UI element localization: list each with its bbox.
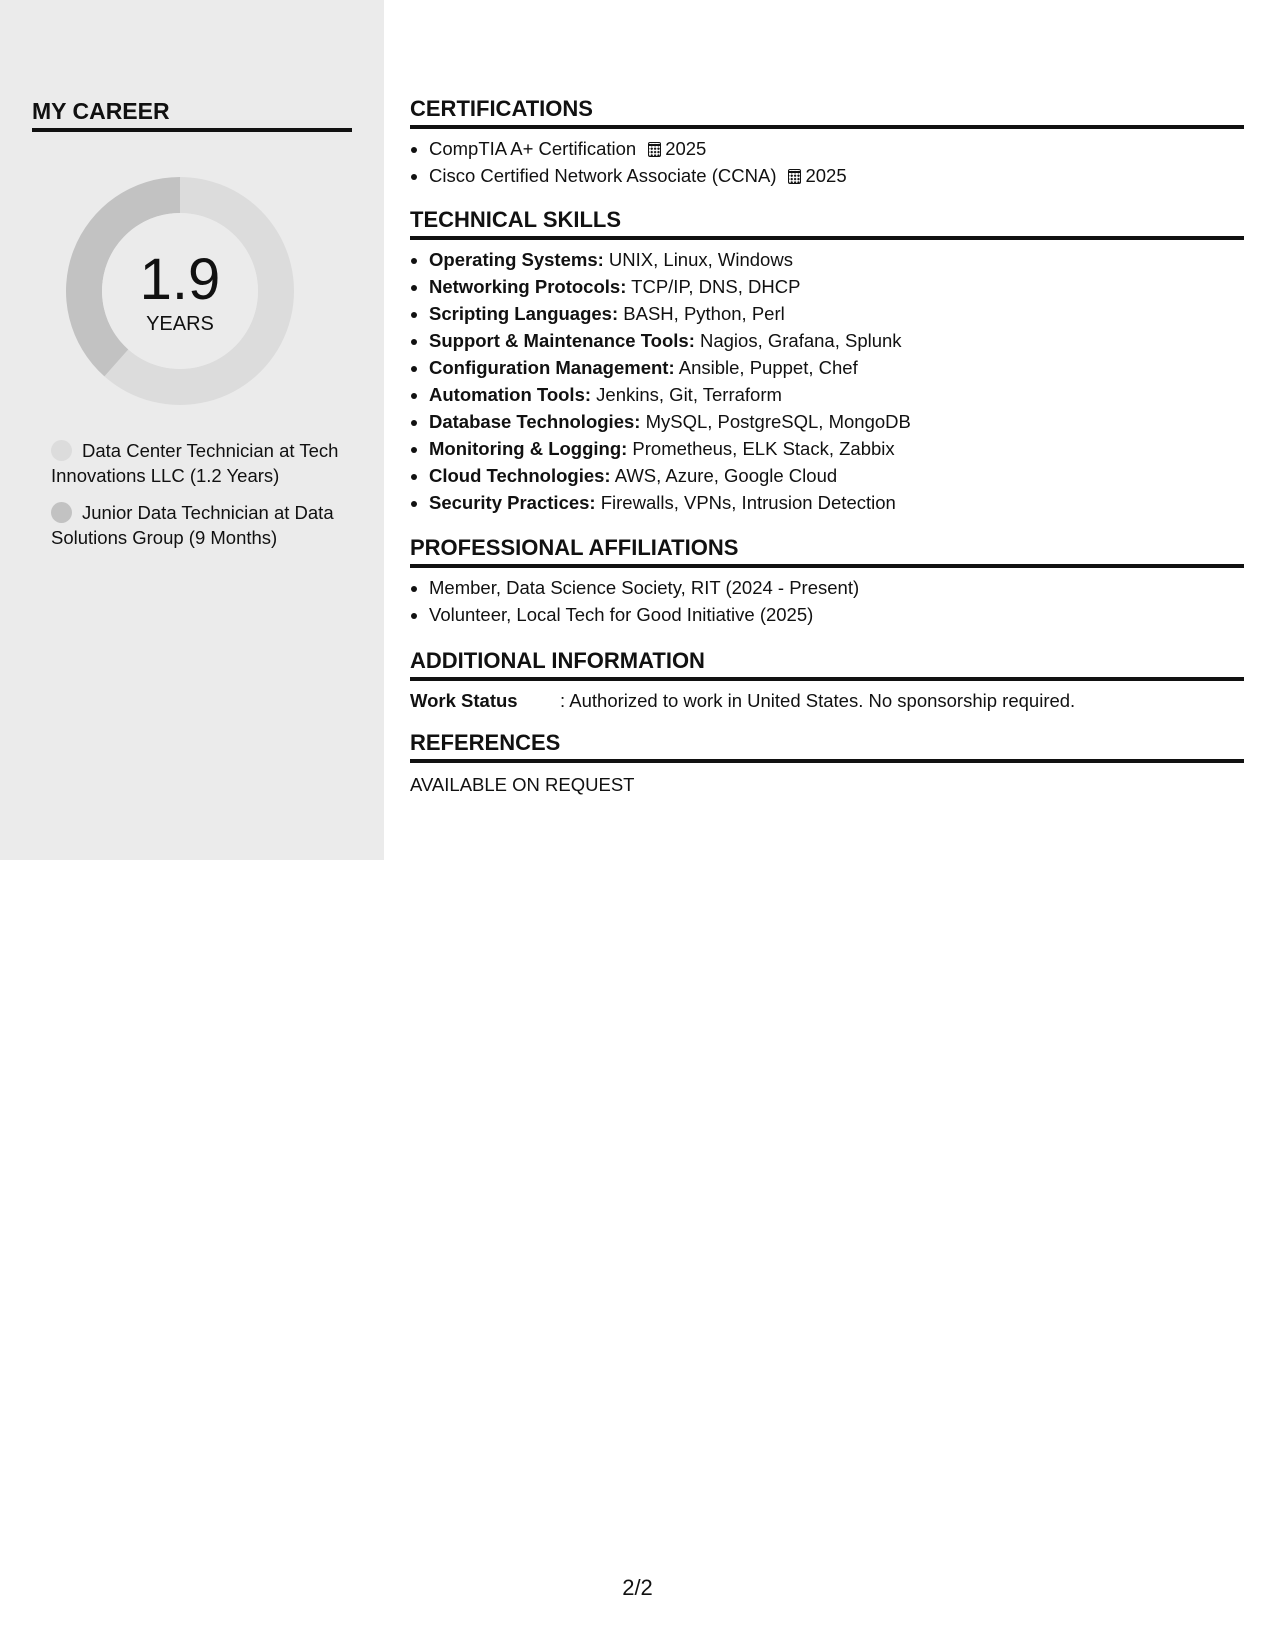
references-text: AVAILABLE ON REQUEST	[410, 774, 635, 795]
career-legend-dot-icon	[51, 440, 72, 461]
skill-item	[429, 489, 1244, 516]
career-legend-dot-icon	[51, 502, 72, 523]
certification-year: 2025	[805, 165, 847, 186]
references-section	[410, 730, 1244, 797]
skill-item	[429, 246, 1244, 273]
certification-name: Cisco Certified Network Associate (CCNA)	[429, 165, 777, 186]
total-years-value: 1.9	[139, 247, 221, 312]
skill-values: Prometheus, ELK Stack, Zabbix	[627, 438, 895, 459]
technical-skills-list	[410, 246, 1244, 516]
certification-item	[429, 162, 1244, 189]
certifications-list	[410, 135, 1244, 189]
career-entry-label: Data Center Technician at Tech Innovations LLC (1.2 Years)	[51, 440, 339, 486]
calendar-icon	[788, 169, 801, 184]
skill-category: Security Practices:	[429, 492, 596, 513]
affiliations-title: PROFESSIONAL AFFILIATIONS	[410, 535, 1244, 568]
affiliation-item: • Volunteer, Local Tech for Good Initiative (2025)	[429, 601, 1244, 628]
affiliations-section	[410, 535, 1244, 628]
skill-item	[429, 381, 1244, 408]
skill-item	[429, 327, 1244, 354]
work-status-value: : Authorized to work in United States. No sponsorship required.	[560, 690, 1076, 711]
skill-item	[429, 462, 1244, 489]
certification-year: 2025	[665, 138, 707, 159]
additional-info-section	[410, 648, 1244, 713]
certification-item	[429, 135, 1244, 162]
skill-category: Monitoring & Logging:	[429, 438, 628, 459]
skill-category: Automation Tools:	[429, 384, 592, 405]
skill-values: BASH, Python, Perl	[618, 303, 785, 324]
career-entries-list	[51, 438, 351, 562]
career-entry	[51, 500, 351, 550]
skill-category: Operating Systems:	[429, 249, 604, 270]
work-status-label: Work Status	[410, 690, 518, 711]
calendar-icon	[648, 142, 661, 157]
career-entry-label: Junior Data Technician at Data Solutions Group (9 Months)	[51, 502, 334, 548]
skill-item	[429, 435, 1244, 462]
skill-values: Jenkins, Git, Terraform	[591, 384, 782, 405]
total-years-unit: YEARS	[146, 313, 214, 335]
skill-values: Firewalls, VPNs, Intrusion Detection	[595, 492, 896, 513]
page-number: 2/2	[622, 1575, 653, 1600]
additional-info-title: ADDITIONAL INFORMATION	[410, 648, 1244, 681]
career-heading: MY CAREER	[32, 98, 352, 132]
career-entry	[51, 438, 351, 488]
skill-values: Nagios, Grafana, Splunk	[694, 330, 902, 351]
skill-values: UNIX, Linux, Windows	[603, 249, 793, 270]
technical-skills-section	[410, 207, 1244, 516]
skill-item	[429, 408, 1244, 435]
skill-category: Configuration Management:	[429, 357, 675, 378]
skill-item	[429, 273, 1244, 300]
skill-item	[429, 300, 1244, 327]
technical-skills-title: TECHNICAL SKILLS	[410, 207, 1244, 240]
skill-category: Scripting Languages:	[429, 303, 619, 324]
certifications-section	[410, 96, 1244, 189]
skill-category: Support & Maintenance Tools:	[429, 330, 695, 351]
affiliation-item: • Member, Data Science Society, RIT (2024 - Present)	[429, 574, 1244, 601]
skill-values: TCP/IP, DNS, DHCP	[626, 276, 801, 297]
skill-values: Ansible, Puppet, Chef	[674, 357, 858, 378]
skill-category: Networking Protocols:	[429, 276, 627, 297]
affiliations-list	[410, 574, 1244, 628]
certifications-title: CERTIFICATIONS	[410, 96, 1244, 129]
references-title: REFERENCES	[410, 730, 1244, 763]
career-sidebar	[0, 0, 384, 860]
skill-category: Cloud Technologies:	[429, 465, 611, 486]
skill-values: AWS, Azure, Google Cloud	[610, 465, 838, 486]
skill-values: MySQL, PostgreSQL, MongoDB	[640, 411, 911, 432]
work-status-row	[410, 689, 1244, 713]
skill-category: Database Technologies:	[429, 411, 641, 432]
certification-name: CompTIA A+ Certification	[429, 138, 637, 159]
skill-item	[429, 354, 1244, 381]
